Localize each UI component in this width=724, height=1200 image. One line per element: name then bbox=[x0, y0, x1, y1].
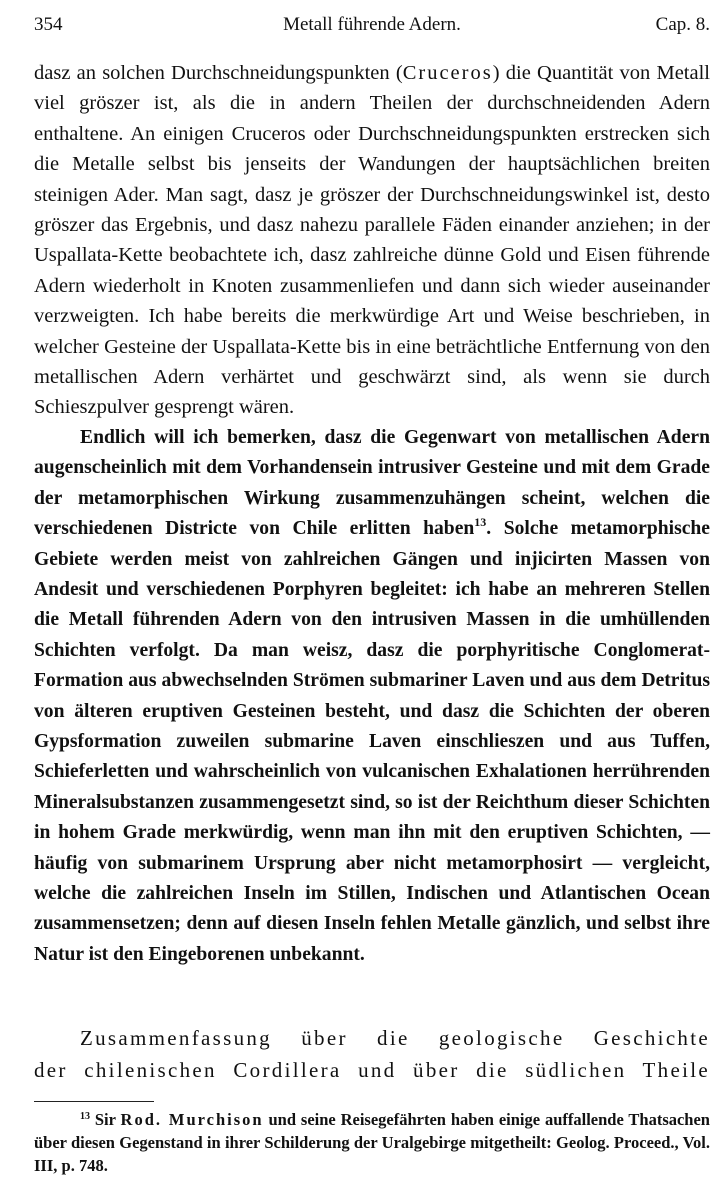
page-number: 354 bbox=[34, 14, 63, 35]
section-heading bbox=[34, 1022, 710, 1086]
paragraph-2-text-a: Endlich will ich bemerken, dasz die Gegenwart von metallischen Adern augenscheinlich mit dem Vorhandensein intrusiver Gesteine und mit dem Grade der metamorphischen Wirkung zusammenzuhängen scheint, welchen die verschiedenen Districte von Chile erlitten haben bbox=[34, 426, 710, 540]
paragraph-2 bbox=[34, 423, 710, 970]
footnote-text-a: Sir bbox=[90, 1110, 121, 1129]
paragraph-1-text-a: dasz an solchen Durchschneidungspunkten ( bbox=[34, 62, 403, 84]
footnote-marker: 13 bbox=[80, 1111, 90, 1122]
running-head bbox=[34, 12, 710, 38]
cruceros-term: Cruceros bbox=[402, 62, 493, 84]
paragraph-1 bbox=[34, 58, 710, 423]
book-page bbox=[34, 0, 710, 1200]
running-title: Metall führende Adern. bbox=[283, 14, 461, 35]
section-heading-line-1: Zusammenfassung über die geologische Geschichte bbox=[80, 1026, 710, 1050]
footnote-text-b: und seine Reisegefährten haben einige auffallende Thatsachen über diesen Gegenstand in ihrer Schilderung der Uralgebirge mitgetheilt: Geolog. Proceed., Vol. III, p. 748. bbox=[34, 1110, 710, 1175]
paragraph-1-text-b: ) die Quantität von Metall viel gröszer ist, als die in andern Theilen der durchschneidenden Adern enthaltene. An einigen Cruceros oder Durchschneidungspunkten erstrecken sich die Metalle selbst bis jenseits der Wandungen der hauptsächlichen breiten steinigen Ader. Man sagt, dasz je gröszer der Durchschneidungswinkel ist, desto gröszer das Ergebnis, und dasz nahezu parallele Fäden einander anziehen; in der Uspallata-Kette beobachtete ich, dasz zahlreiche dünne Gold und Eisen führende Adern wiederholt in Knoten zusammenliefen und dann sich wieder auseinander verzweigten. Ich habe bereits die merkwürdige Art und Weise beschrieben, in welcher Gesteine der Uspallata-Kette bis in eine beträchtliche Entfernung von den metallischen Adern verhärtet und geschwärzt sind, als wenn sie durch Schieszpulver gesprengt wären. bbox=[34, 62, 710, 419]
paragraph-2-text-b: . Solche metamorphische Gebiete werden meist von zahlreichen Gängen und injicirten Massen von Andesit und verschiedenen Porphyren begleitet: ich habe an mehreren Stellen die Metall führenden Adern von den intrusiven Massen in die umhüllenden Schichten verfolgt. Da man weisz, dasz die porphyritische Conglomerat-Formation aus abwechselnden Strömen submariner Laven und aus dem Detritus von älteren eruptiven Gesteinen besteht, und dasz die Schichten der oberen Gypsformation zuweilen submarine Laven einschlieszen und aus Tuffen, Schieferletten und wahrscheinlich von vulcanischen Exhalationen herrührenden Mineralsubstanzen zusammengesetzt sind, so ist der Reichthum dieser Schichten in hohem Grade merkwürdig, wenn man ihn mit den eruptiven Schichten, — häufig von submarinem Ursprung aber nicht metamorphosirt — vergleicht, welche die zahlreichen Inseln im Stillen, Indischen und Atlantischen Ocean zusammensetzen; denn auf diesen Inseln fehlen Metalle gänzlich, und selbst ihre Natur ist den Eingeborenen unbekannt. bbox=[34, 518, 710, 965]
footnote-author: Rod. Murchison bbox=[120, 1110, 264, 1129]
body-text bbox=[34, 58, 710, 970]
footnote-divider bbox=[34, 1101, 154, 1102]
section-heading-line-2: der chilenischen Cordillera und über die südlichen Theile bbox=[34, 1058, 710, 1082]
footnote bbox=[34, 1108, 710, 1177]
footnote-reference[interactable]: 13 bbox=[474, 515, 487, 530]
chapter-label: Cap. 8. bbox=[655, 14, 710, 35]
